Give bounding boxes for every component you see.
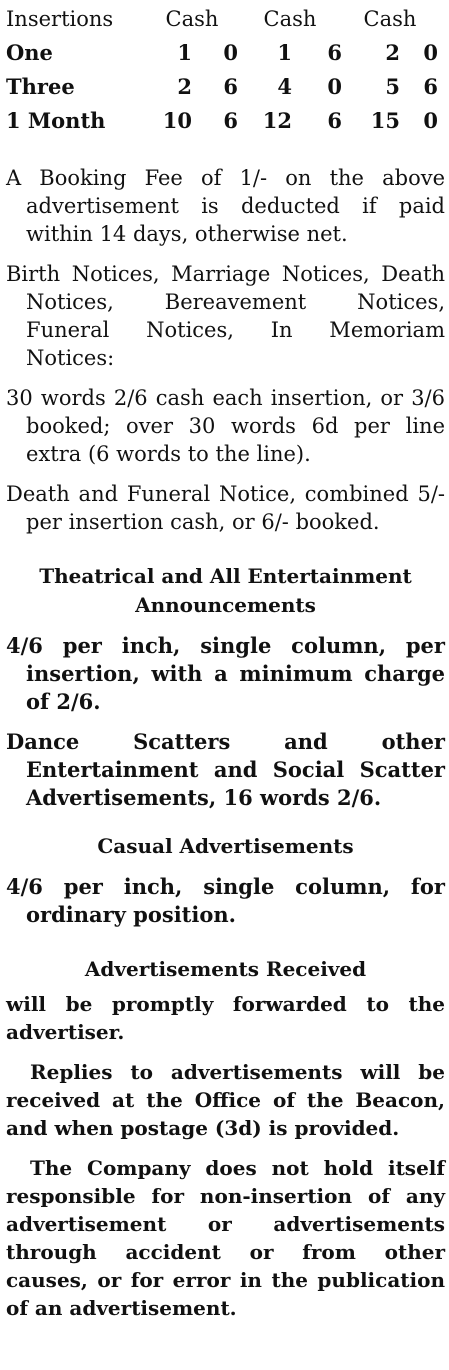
rate-shillings: 10 xyxy=(162,108,192,133)
rate-shillings: 4 xyxy=(277,74,292,99)
row-label: One xyxy=(6,40,53,65)
thirty-words-paragraph: 30 words 2/6 cash each insertion, or 3/6 booked; over 30 words 6d per line extra (6 words to the line). xyxy=(6,386,445,466)
booking-fee-paragraph: A Booking Fee of 1/- on the above advertisement is deducted if paid within 14 days, otherwise net. xyxy=(6,166,445,246)
rate-shillings: 2 xyxy=(177,74,192,99)
casual-heading: Casual Advertisements xyxy=(97,834,354,858)
header-cash-3: Cash xyxy=(363,7,417,31)
header-cash-1: Cash xyxy=(165,7,219,31)
rate-pence: 6 xyxy=(327,108,342,133)
rate-shillings: 15 xyxy=(370,108,400,133)
rate-shillings: 12 xyxy=(262,108,292,133)
theatrical-heading-line2: Announcements xyxy=(135,593,316,617)
rate-pence: 6 xyxy=(327,40,342,65)
company-disclaimer-paragraph: The Company does not hold itself responsible for non-insertion of any advertisement or advertisements through accident or from other causes, or for error in the publication of an advertisement. xyxy=(6,1156,445,1320)
header-cash-2: Cash xyxy=(263,7,317,31)
dance-scatters-paragraph: Dance Scatters and other Entertainment and Social Scatter Advertisements, 16 words 2/6. xyxy=(6,729,445,810)
rate-pence: 0 xyxy=(327,74,342,99)
rates-table xyxy=(6,2,438,138)
row-label: 1 Month xyxy=(6,108,106,133)
table-row xyxy=(6,36,438,70)
header-insertions: Insertions xyxy=(6,7,114,31)
advertising-rates-page xyxy=(0,2,449,1370)
theatrical-rate-paragraph: 4/6 per inch, single column, per insertion, with a minimum charge of 2/6. xyxy=(6,633,445,714)
rate-pence: 6 xyxy=(223,108,238,133)
casual-rate-paragraph: 4/6 per inch, single column, for ordinary position. xyxy=(6,874,445,927)
rate-pence: 6 xyxy=(423,74,438,99)
rate-shillings: 2 xyxy=(385,40,400,65)
rate-pence: 6 xyxy=(223,74,238,99)
rate-shillings: 5 xyxy=(385,74,400,99)
death-funeral-paragraph: Death and Funeral Notice, combined 5/- per insertion cash, or 6/- booked. xyxy=(6,482,445,534)
rate-pence: 0 xyxy=(423,40,438,65)
theatrical-heading xyxy=(6,562,445,620)
table-row xyxy=(6,104,438,138)
theatrical-heading-line1: Theatrical and All Entertainment xyxy=(39,564,412,588)
replies-paragraph: Replies to advertisements will be received at the Office of the Beacon, and when postage (3d) is provided. xyxy=(6,1060,445,1140)
rate-pence: 0 xyxy=(223,40,238,65)
rates-header-row xyxy=(6,2,438,36)
received-heading: Advertisements Received xyxy=(84,957,367,981)
forwarded-paragraph: will be promptly forwarded to the advertiser. xyxy=(6,992,445,1044)
rate-shillings: 1 xyxy=(177,40,192,65)
notices-paragraph: Birth Notices, Marriage Notices, Death Notices, Bereavement Notices, Funeral Notices, In Memoriam Notices: xyxy=(6,262,445,370)
rate-shillings: 1 xyxy=(277,40,292,65)
rate-pence: 0 xyxy=(423,108,438,133)
row-label: Three xyxy=(6,74,75,99)
table-row xyxy=(6,70,438,104)
